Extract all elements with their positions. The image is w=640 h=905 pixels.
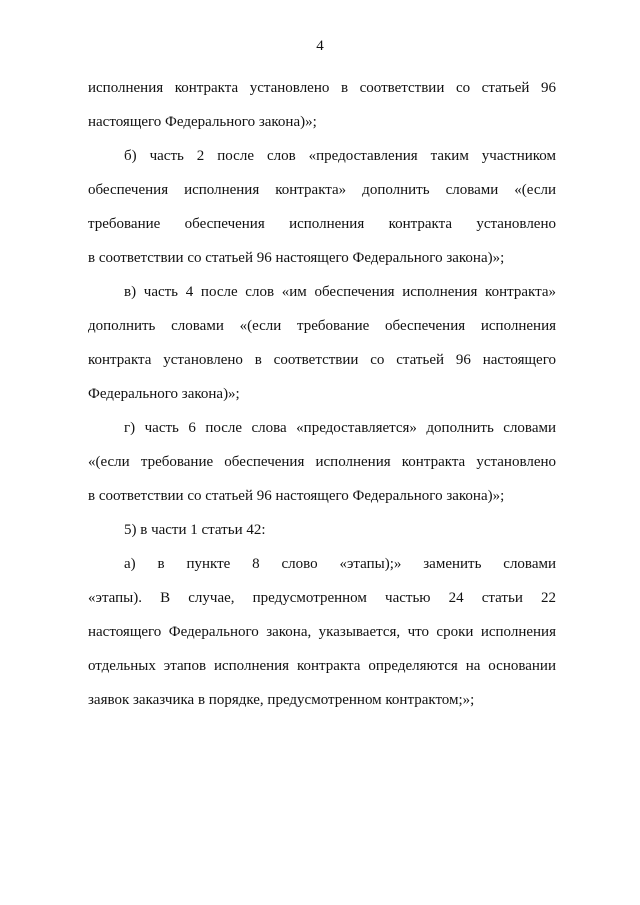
item-5-heading: 5) в части 1 статьи 42: (124, 522, 266, 538)
text-line: настоящего Федерального закона)»; (88, 114, 317, 130)
text-line: требование обеспечения исполнения контракта установлено (88, 216, 556, 232)
paragraph-start-b: б) часть 2 после слов «предоставления таким участником (124, 148, 556, 164)
text-line: исполнения контракта установлено в соответствии со статьей 96 (88, 80, 556, 96)
text-line: «(если требование обеспечения исполнения контракта установлено (88, 454, 556, 470)
text-line: обеспечения исполнения контракта» дополнить словами «(если (88, 182, 556, 198)
text-line: в соответствии со статьей 96 настоящего Федерального закона)»; (88, 488, 505, 504)
paragraph-start-g: г) часть 6 после слова «предоставляется» дополнить словами (124, 420, 556, 436)
text-line: в соответствии со статьей 96 настоящего Федерального закона)»; (88, 250, 505, 266)
page-number: 4 (316, 38, 324, 54)
text-line: отдельных этапов исполнения контракта определяются на основании (88, 658, 556, 674)
text-line: заявок заказчика в порядке, предусмотренном контрактом;»; (88, 692, 475, 708)
text-line: дополнить словами «(если требование обеспечения исполнения (88, 318, 556, 334)
text-line: Федерального закона)»; (88, 386, 240, 402)
paragraph-start-a: а) в пункте 8 слово «этапы);» заменить словами (124, 556, 556, 572)
text-line: контракта установлено в соответствии со статьей 96 настоящего (88, 352, 556, 368)
text-line: «этапы). В случае, предусмотренном частью 24 статьи 22 (88, 590, 556, 606)
paragraph-start-v: в) часть 4 после слов «им обеспечения исполнения контракта» (124, 284, 556, 300)
text-line: настоящего Федерального закона, указывается, что сроки исполнения (88, 624, 556, 640)
document-body (88, 75, 556, 721)
